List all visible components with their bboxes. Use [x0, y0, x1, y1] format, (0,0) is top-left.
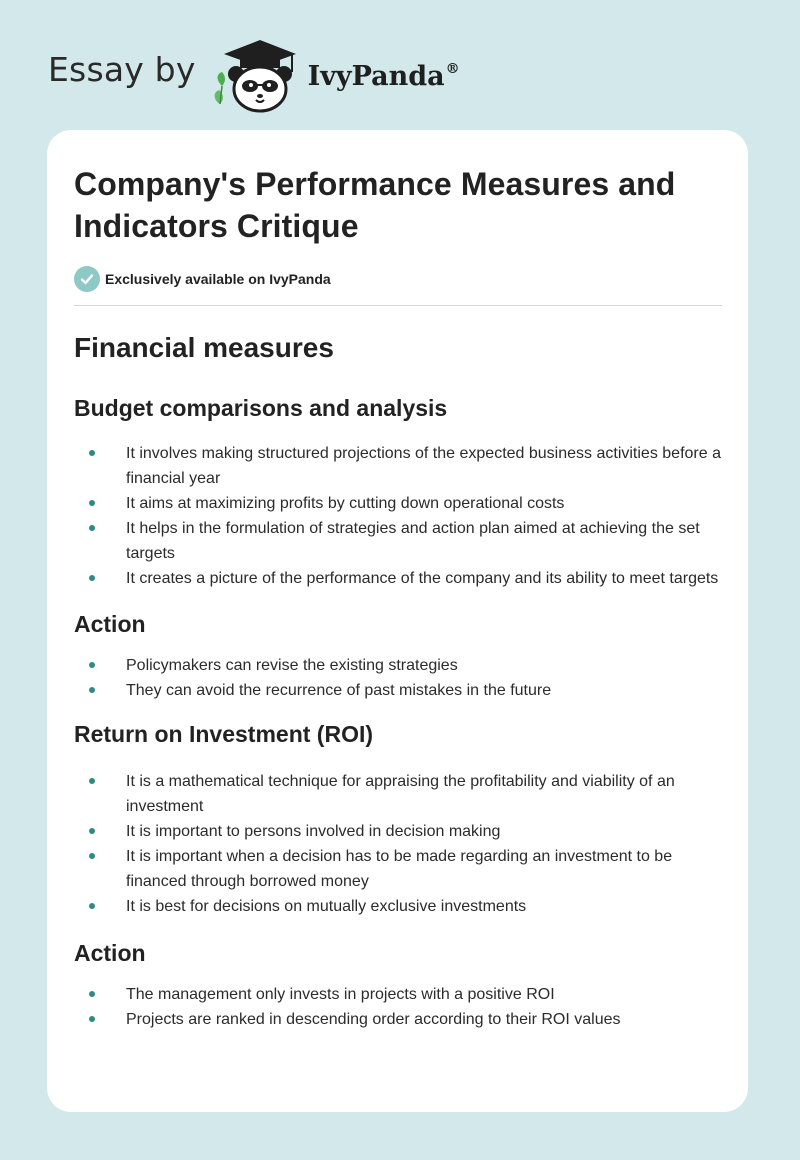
list-item: It is important to persons involved in decision making: [74, 819, 722, 844]
list-item: They can avoid the recurrence of past mistakes in the future: [74, 678, 722, 703]
article-title: Company's Performance Measures and Indicators Critique: [74, 166, 676, 244]
section-heading: Financial measures: [74, 332, 334, 363]
list-item: Policymakers can revise the existing strategies: [74, 653, 722, 678]
divider: [74, 305, 722, 306]
list-item: It creates a picture of the performance of the company and its ability to meet targets: [74, 566, 722, 591]
list-item: It is best for decisions on mutually exclusive investments: [74, 894, 722, 919]
list-item: It helps in the formulation of strategies and action plan aimed at achieving the set targets: [74, 516, 722, 566]
subsection-title: Budget comparisons and analysis: [74, 395, 448, 421]
list-item: It is a mathematical technique for appraising the profitability and viability of an investment: [74, 769, 722, 819]
panda-logo-icon: [210, 34, 306, 114]
bullet-list: [74, 769, 722, 919]
exclusive-label: Exclusively available on IvyPanda: [105, 271, 331, 287]
list-item: It involves making structured projections of the expected business activities before a financial year: [74, 441, 722, 491]
brand-name: IvyPanda®: [307, 60, 460, 92]
list-item: Projects are ranked in descending order according to their ROI values: [74, 1007, 722, 1032]
brand-prefix: Essay by: [48, 49, 196, 89]
exclusive-badge: [74, 266, 722, 292]
list-item: The management only invests in projects with a positive ROI: [74, 982, 722, 1007]
check-icon: [74, 266, 100, 292]
bullet-list: [74, 441, 722, 591]
list-item: It aims at maximizing profits by cutting down operational costs: [74, 491, 722, 516]
subsection-title: Action: [74, 940, 146, 966]
subsection-title: Return on Investment (ROI): [74, 721, 374, 747]
article-card: [47, 130, 748, 1112]
list-item: It is important when a decision has to be made regarding an investment to be financed through borrowed money: [74, 844, 722, 894]
subsection-title: Action: [74, 611, 146, 637]
bullet-list: [74, 653, 722, 703]
brand-header: [48, 34, 460, 114]
bullet-list: [74, 982, 722, 1032]
